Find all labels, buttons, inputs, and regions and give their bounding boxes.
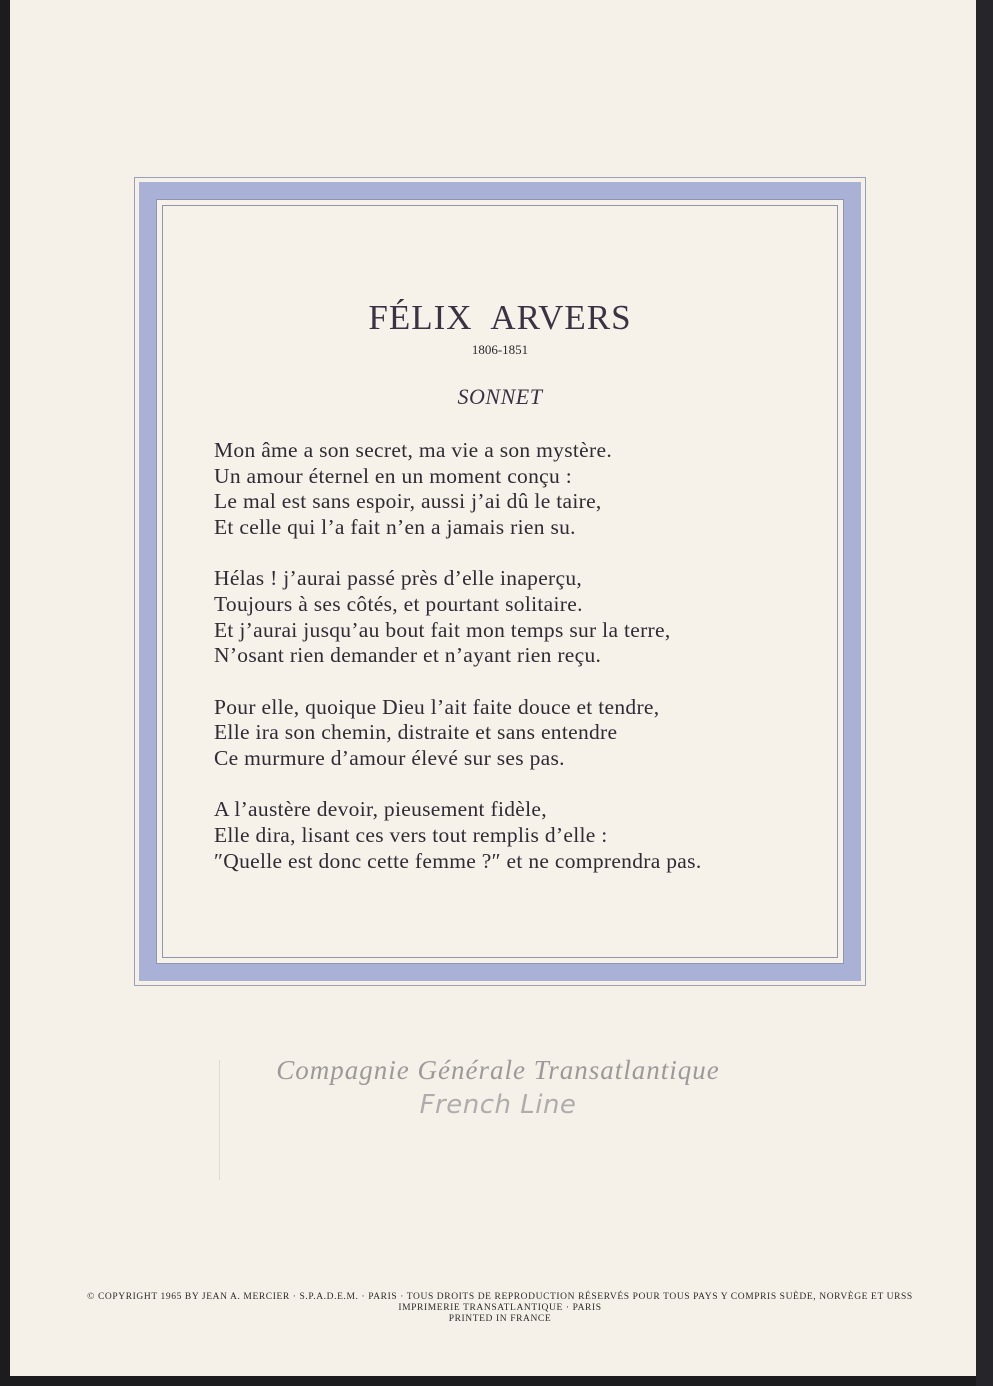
poem-line: Mon âme a son secret, ma vie a son mystère. bbox=[214, 438, 612, 462]
page-edge-shadow bbox=[976, 0, 993, 1386]
poem-line: Un amour éternel en un moment conçu : bbox=[214, 463, 572, 488]
stanza-1 bbox=[214, 438, 814, 541]
author-dates: 1806-1851 bbox=[471, 342, 529, 357]
poem-line: Ce murmure d’amour élevé sur ses pas. bbox=[214, 746, 565, 771]
poem-line: A l’austère devoir, pieusement fidèle, bbox=[214, 797, 547, 822]
poem-line: Et celle qui l’a fait n’en a jamais rien su. bbox=[214, 515, 576, 540]
faint-vertical-rule bbox=[219, 1060, 220, 1180]
footer-copyright: © COPYRIGHT 1965 BY JEAN A. MERCIER · S.P.A.D.E.M. · PARIS · TOUS DROITS DE REPRODUCTION RÉSERVÉS POUR TOUS PAYS Y COMPRIS SUÈDE, NORVÈGE ET URSS bbox=[87, 1292, 913, 1302]
stanza-3 bbox=[214, 695, 814, 772]
poem-line: N’osant rien demander et n’ayant rien reçu. bbox=[214, 643, 602, 668]
poem-subtitle: SONNET bbox=[457, 384, 543, 409]
author-title: FÉLIX ARVERS bbox=[368, 298, 632, 337]
poem-line: Elle dira, lisant ces vers tout remplis d’elle : bbox=[214, 822, 608, 847]
stanza-2 bbox=[214, 566, 814, 669]
poem-line: Toujours à ses côtés, et pourtant solitaire. bbox=[214, 592, 583, 617]
footer-printer: IMPRIMERIE TRANSATLANTIQUE · PARIS bbox=[398, 1303, 602, 1313]
poem-body bbox=[214, 438, 814, 900]
french-line-logo: French Line bbox=[419, 1090, 577, 1120]
stanza-4 bbox=[214, 797, 814, 874]
company-name: Compagnie Générale Transatlantique bbox=[276, 1055, 720, 1085]
poem-line: ″Quelle est donc cette femme ?″ et ne comprendra pas. bbox=[214, 848, 702, 873]
poem-line: Et j’aurai jusqu’au bout fait mon temps sur la terre, bbox=[214, 617, 671, 642]
poem-line: Hélas ! j’aurai passé près d’elle inaperçu, bbox=[214, 566, 583, 591]
footer-printed-in: PRINTED IN FRANCE bbox=[448, 1314, 552, 1324]
poem-line: Le mal est sans espoir, aussi j’ai dû le taire, bbox=[214, 489, 602, 514]
poem-line: Elle ira son chemin, distraite et sans entendre bbox=[214, 720, 618, 745]
poem-line: Pour elle, quoique Dieu l’ait faite douce et tendre, bbox=[214, 694, 660, 719]
